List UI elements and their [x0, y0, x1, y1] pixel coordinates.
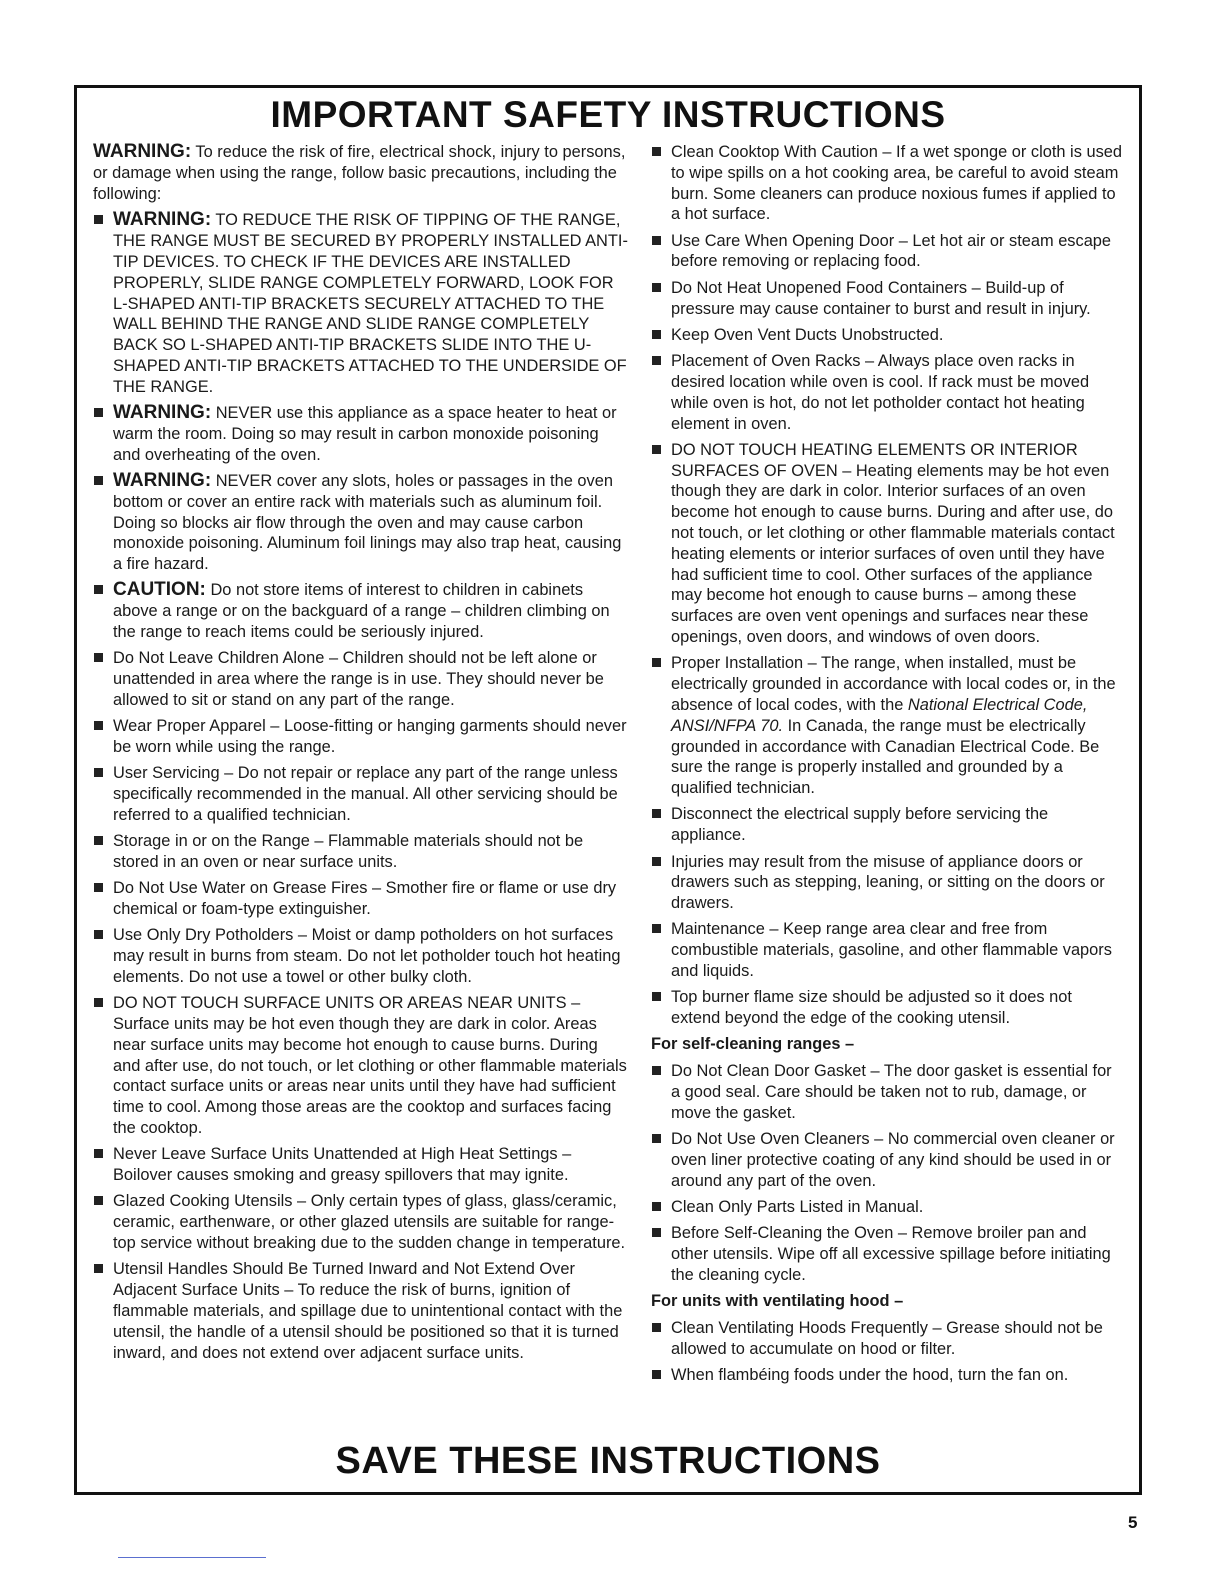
item-text: Never Leave Surface Units Unattended at High Heat Settings – Boilover causes smoking and greasy spillovers that may ignite.: [113, 1145, 572, 1185]
list-item: [93, 763, 629, 825]
bullet-icon: [94, 1149, 103, 1158]
bullet-icon: [652, 1323, 661, 1332]
item-text: Maintenance – Keep range area clear and free from combustible materials, gasoline, and other flammable vapors and liquids.: [671, 920, 1112, 980]
footer-rule: [118, 1557, 266, 1558]
item-text: Before Self-Cleaning the Oven – Remove broiler pan and other utensils. Wipe off all excessive spillage before initiating the cleaning cycle.: [671, 1224, 1111, 1284]
list-item: [93, 1259, 629, 1363]
bullet-icon: [652, 283, 661, 292]
list-item: [93, 471, 629, 575]
bullet-icon: [94, 653, 103, 662]
item-lead: WARNING:: [113, 469, 212, 491]
list-item: [93, 648, 629, 710]
bullet-icon: [652, 1228, 661, 1237]
item-text: Keep Oven Vent Ducts Unobstructed.: [671, 325, 944, 344]
list-item: [651, 804, 1125, 846]
list-item: [93, 925, 629, 987]
ventilating-hood-list: [651, 1318, 1125, 1386]
item-text: Top burner flame size should be adjusted so it does not extend beyond the edge of the cooking utensil.: [671, 988, 1072, 1028]
item-text: Do Not Heat Unopened Food Containers – Build-up of pressure may cause container to burst and result in injury.: [671, 278, 1091, 318]
bullet-icon: [94, 721, 103, 730]
list-item: [651, 440, 1125, 648]
list-item: [651, 987, 1125, 1029]
bullet-icon: [652, 330, 661, 339]
save-instructions-title: SAVE THESE INSTRUCTIONS: [335, 1440, 881, 1482]
safety-instructions-box: [74, 85, 1142, 1495]
bullet-icon: [652, 1370, 661, 1379]
item-text: Storage in or on the Range – Flammable materials should not be stored in an oven or near surface units.: [113, 832, 584, 871]
list-item: [651, 1197, 1125, 1218]
item-text: Do Not Use Water on Grease Fires – Smother fire or flame or use dry chemical or foam-type extinguisher.: [113, 879, 617, 919]
list-item: [93, 210, 629, 397]
bullet-icon: [94, 215, 103, 224]
item-text: Do Not Use Oven Cleaners – No commercial oven cleaner or oven liner protective coating of any kind should be used in or around any part of the oven.: [671, 1130, 1115, 1190]
bullet-icon: [652, 445, 661, 454]
item-text: Use Only Dry Potholders – Moist or damp potholders on hot surfaces may result in burns from steam. Do not let potholder touch hot heating elements. Do not use a towel or other bulky cloth.: [113, 926, 621, 986]
list-item: [651, 325, 1125, 346]
list-item: [651, 1318, 1125, 1360]
list-item: [93, 831, 629, 873]
bullet-icon: [652, 992, 661, 1001]
bullet-icon: [94, 836, 103, 845]
list-item: [651, 1061, 1125, 1123]
intro-warning-label: WARNING:: [93, 141, 192, 162]
list-item: [651, 142, 1125, 225]
item-text: Clean Cooktop With Caution – If a wet sponge or cloth is used to wipe spills on a hot cooking area, be careful to avoid steam burn. Some cleaners can produce noxious fumes if applied to a hot surface.: [671, 143, 1122, 224]
item-text: In Canada, the range must be electrically grounded in accordance with Canadian Electrical Code. Be sure the range is properly installed and grounded by a qualified technician.: [671, 716, 1100, 798]
bullet-icon: [94, 998, 103, 1007]
item-text: Injuries may result from the misuse of appliance doors or drawers such as stepping, leaning, or sitting on the doors or drawers.: [671, 852, 1105, 913]
bullet-icon: [652, 356, 661, 365]
self-cleaning-list: [651, 1061, 1125, 1285]
item-text: Placement of Oven Racks – Always place oven racks in desired location while oven is cool. If rack must be moved while oven is hot, do not let potholder contact hot heating element in oven.: [671, 352, 1090, 433]
list-item: [651, 231, 1125, 273]
item-text: NEVER cover any slots, holes or passages in the oven bottom or cover an entire rack with materials such as aluminum foil. Doing so blocks air flow through the oven and may cause carbon monoxide poisoning. Aluminum foil linings may also trap heat, causing a fire hazard.: [113, 471, 622, 574]
bullet-icon: [94, 1264, 103, 1273]
page-title: IMPORTANT SAFETY INSTRUCTIONS: [270, 94, 946, 135]
item-text: Do Not Leave Children Alone – Children should not be left alone or unattended in area where the range is in use. They should never be allowed to sit or stand on any part of the range.: [113, 649, 604, 709]
list-item: [93, 580, 629, 642]
right-column: [651, 142, 1125, 1391]
list-item: [93, 1144, 629, 1186]
list-item-proper-installation: [651, 653, 1125, 799]
list-item: [651, 852, 1125, 914]
list-item: [93, 878, 629, 920]
item-text: Use Care When Opening Door – Let hot air or steam escape before removing or replacing food.: [671, 231, 1112, 271]
right-instruction-list: [651, 142, 1125, 1029]
item-text: Utensil Handles Should Be Turned Inward and Not Extend Over Adjacent Surface Units – To reduce the risk of burns, ignition of flammable materials, and spillage due to unintentional contact with the utensil, the handle of a utensil should be positioned so that it is turned inward, and does not extend over adjacent surface units.: [113, 1260, 623, 1362]
item-text: Disconnect the electrical supply before servicing the appliance.: [671, 805, 1049, 845]
item-text: Do Not Clean Door Gasket – The door gasket is essential for a good seal. Care should be taken not to rub, damage, or move the gasket.: [671, 1062, 1112, 1122]
item-text: Glazed Cooking Utensils – Only certain types of glass, glass/ceramic, ceramic, earthenware, or other glazed utensils are suitable for range-top service without breaking due to the sudden change in temperature.: [113, 1192, 626, 1253]
list-item: [93, 403, 629, 465]
bullet-icon: [94, 930, 103, 939]
list-item: [93, 1191, 629, 1253]
intro-warning-text: To reduce the risk of fire, electrical shock, injury to persons, or damage when using the range, follow basic precautions, including the following:: [93, 143, 626, 203]
list-item: [651, 919, 1125, 981]
code-reference: National Electrical Code, ANSI/NFPA 70.: [671, 695, 1088, 735]
list-item: [651, 278, 1125, 320]
item-text: Wear Proper Apparel – Loose-fitting or hanging garments should never be worn while using the range.: [113, 717, 627, 757]
left-instruction-list: [93, 210, 629, 1363]
bullet-icon: [94, 883, 103, 892]
list-item: [651, 1365, 1125, 1386]
bullet-icon: [94, 408, 103, 417]
bullet-icon: [652, 857, 661, 866]
bullet-icon: [652, 1066, 661, 1075]
list-item: [93, 993, 629, 1139]
intro-warning: [93, 142, 629, 204]
bullet-icon: [94, 768, 103, 777]
list-item: [651, 1223, 1125, 1285]
page-number: 5: [1128, 1513, 1138, 1532]
item-text: Do not store items of interest to children in cabinets above a range or on the backguard of a range – children climbing on the range to reach items could be seriously injured.: [113, 581, 610, 642]
item-text: Clean Ventilating Hoods Frequently – Grease should not be allowed to accumulate on hood or filter.: [671, 1318, 1103, 1358]
list-item: [651, 351, 1125, 434]
ventilating-hood-heading: For units with ventilating hood –: [651, 1292, 904, 1311]
list-item: [93, 716, 629, 758]
item-text: NEVER use this appliance as a space heater to heat or warm the room. Doing so may result in carbon monoxide poisoning and overheating of the oven.: [113, 404, 617, 464]
item-lead: CAUTION:: [113, 579, 206, 601]
item-text: DO NOT TOUCH HEATING ELEMENTS OR INTERIOR SURFACES OF OVEN – Heating elements may be hot even though they are dark in color. Interior surfaces of an oven become hot enough to cause burns. During and after use, do not touch, or let clothing or other flammable materials contact heating elements or interior surfaces of oven until they have had sufficient time to cool. Other surfaces of the appliance may become hot enough to cause burns – among these surfaces are oven vent openings and surfaces near these openings, oven doors, and windows of oven doors.: [671, 440, 1115, 647]
item-text: User Servicing – Do not repair or replace any part of the range unless specifically recommended in the manual. All other servicing should be referred to a qualified technician.: [113, 764, 618, 824]
bullet-icon: [652, 924, 661, 933]
left-column: [93, 142, 629, 1369]
bullet-icon: [94, 476, 103, 485]
bullet-icon: [652, 236, 661, 245]
self-cleaning-heading: For self-cleaning ranges –: [651, 1035, 855, 1054]
item-lead: WARNING:: [113, 402, 212, 424]
bullet-icon: [652, 1134, 661, 1143]
item-text: Clean Only Parts Listed in Manual.: [671, 1197, 924, 1216]
item-lead: WARNING:: [113, 209, 212, 231]
item-text: DO NOT TOUCH SURFACE UNITS OR AREAS NEAR UNITS – Surface units may be hot even though they are dark in color. Areas near surface units may become hot enough to cause burns. During and after use, do not touch, or let clothing or other flammable materials contact surface units or areas near units until they have had sufficient time to cool. Among those areas are the cooktop and surfaces facing the cooktop.: [113, 994, 627, 1138]
bullet-icon: [652, 147, 661, 156]
bullet-icon: [652, 1202, 661, 1211]
list-item: [651, 1129, 1125, 1191]
bullet-icon: [652, 658, 661, 667]
bullet-icon: [94, 585, 103, 594]
item-text: TO REDUCE THE RISK OF TIPPING OF THE RANGE, THE RANGE MUST BE SECURED BY PROPERLY INSTALLED ANTI-TIP DEVICES. TO CHECK IF THE DEVICES ARE INSTALLED PROPERLY, SLIDE RANGE COMPLETELY FORWARD, LOOK FOR L-SHAPED ANTI-TIP BRACKETS SECURELY ATTACHED TO THE WALL BEHIND THE RANGE AND SLIDE RANGE COMPLETELY BACK SO L-SHAPED ANTI-TIP BRACKETS SLIDE INTO THE U-SHAPED ANTI-TIP BRACKETS ATTACHED TO THE UNDERSIDE OF THE RANGE.: [113, 211, 628, 396]
bullet-icon: [652, 809, 661, 818]
bullet-icon: [94, 1196, 103, 1205]
item-text: Proper Installation – The range, when installed, must be electrically grounded in accordance with local codes or, in the absence of local codes, with the: [671, 654, 1116, 714]
item-text: When flambéing foods under the hood, turn the fan on.: [671, 1366, 1069, 1385]
